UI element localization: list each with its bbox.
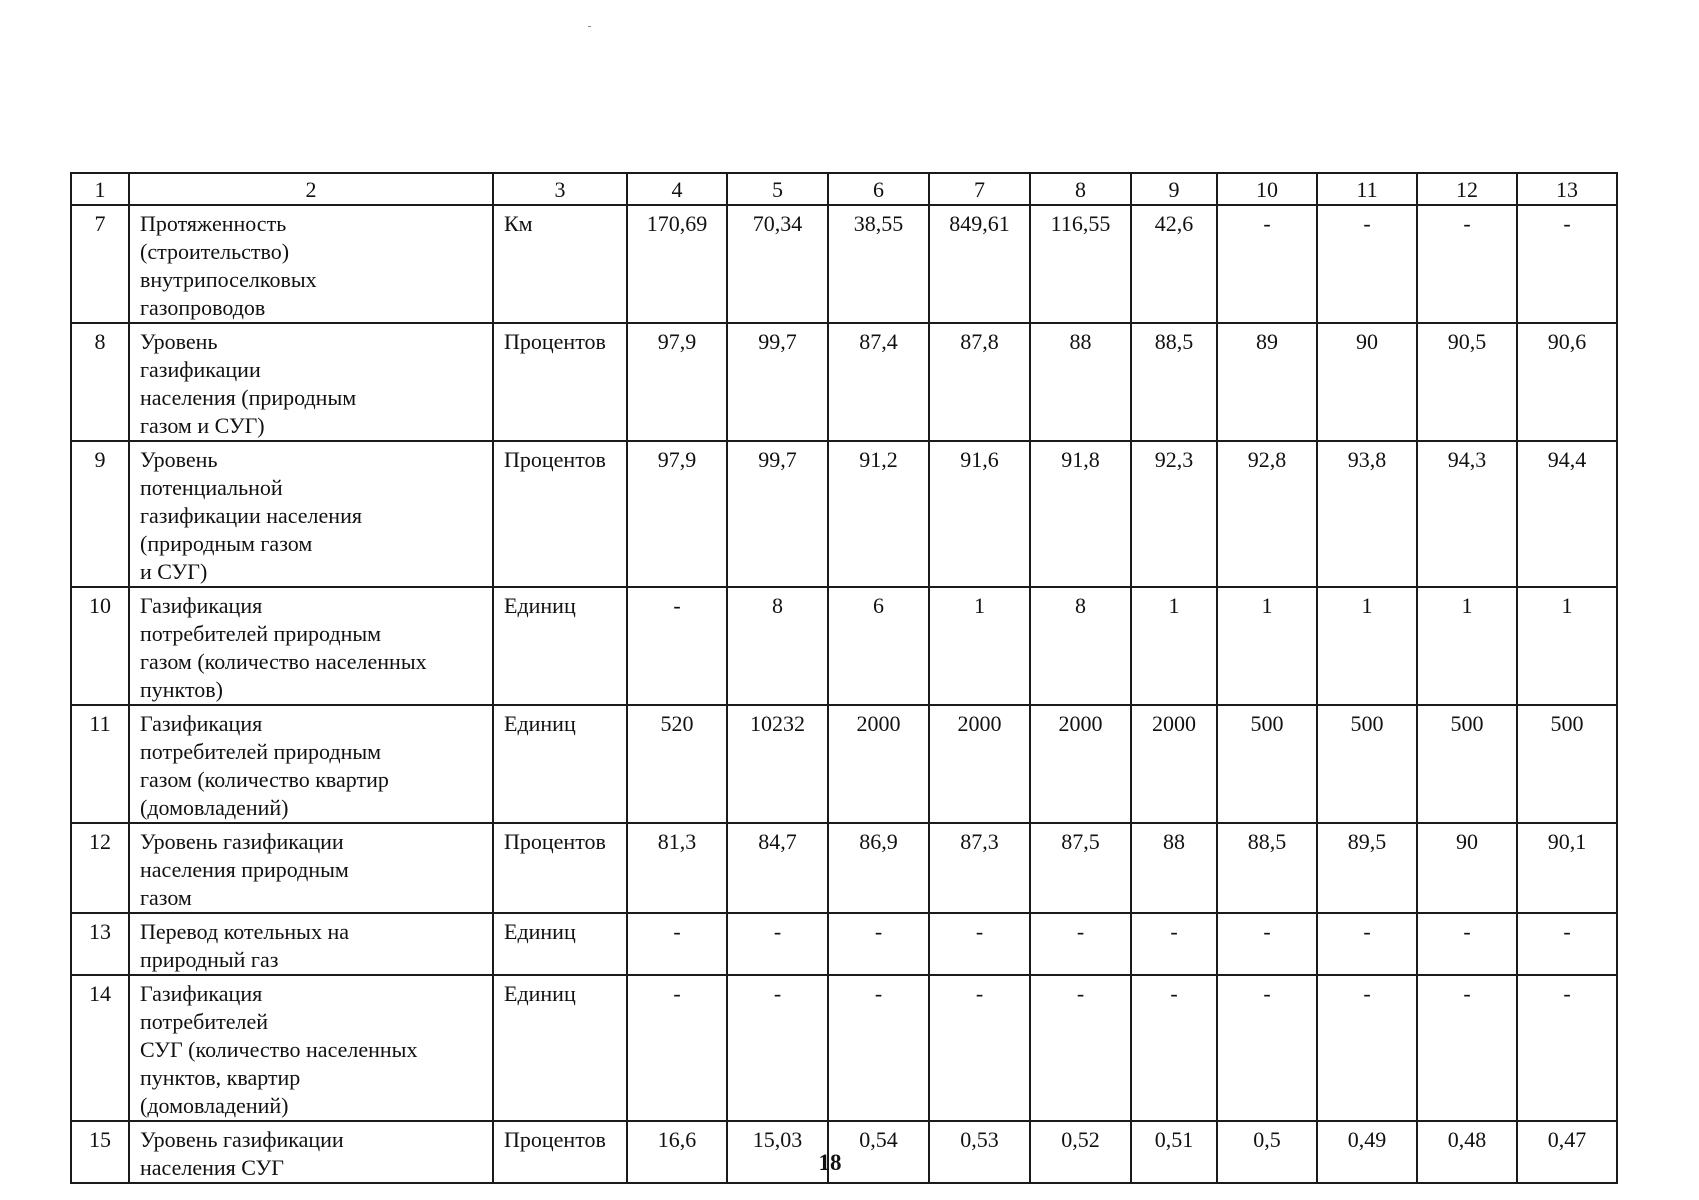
- indicator-name-line: газом и СУГ): [140, 413, 265, 438]
- unit-cell: Единиц: [493, 587, 627, 705]
- row-number-cell: 8: [71, 323, 129, 441]
- indicator-name-line: газом (количество квартир: [140, 767, 389, 792]
- unit-cell: Процентов: [493, 323, 627, 441]
- header-cell: 3: [493, 173, 627, 205]
- value-cell: 87,4: [828, 323, 929, 441]
- indicator-name-line: и СУГ): [140, 559, 208, 584]
- indicator-name-line: газификации населения: [140, 503, 362, 528]
- value-cell: -: [929, 975, 1030, 1121]
- value-cell: -: [1517, 913, 1617, 975]
- value-cell: 2000: [828, 705, 929, 823]
- value-cell: -: [1417, 205, 1517, 323]
- value-cell: -: [929, 913, 1030, 975]
- value-cell: 99,7: [727, 441, 828, 587]
- unit-cell: Км: [493, 205, 627, 323]
- unit-cell: Процентов: [493, 1121, 627, 1183]
- header-row: [71, 173, 1617, 205]
- value-cell: 92,3: [1131, 441, 1217, 587]
- value-cell: 88: [1030, 323, 1131, 441]
- unit-cell: Процентов: [493, 441, 627, 587]
- value-cell: 520: [627, 705, 727, 823]
- row-number-cell: 12: [71, 823, 129, 913]
- value-cell: -: [1517, 975, 1617, 1121]
- indicator-name-line: Протяженность: [140, 211, 287, 236]
- indicator-name-cell: [129, 975, 493, 1121]
- value-cell: 90: [1317, 323, 1417, 441]
- value-cell: -: [1417, 913, 1517, 975]
- value-cell: 70,34: [727, 205, 828, 323]
- value-cell: 15,03: [727, 1121, 828, 1183]
- value-cell: 99,7: [727, 323, 828, 441]
- value-cell: 0,5: [1217, 1121, 1317, 1183]
- unit-cell: Процентов: [493, 823, 627, 913]
- value-cell: 500: [1517, 705, 1617, 823]
- value-cell: 1: [1417, 587, 1517, 705]
- table-row: [71, 913, 1617, 975]
- table-body: [71, 173, 1617, 1183]
- value-cell: 81,3: [627, 823, 727, 913]
- unit-cell: Единиц: [493, 975, 627, 1121]
- value-cell: 500: [1317, 705, 1417, 823]
- unit-cell: Единиц: [493, 913, 627, 975]
- indicator-name-cell: [129, 587, 493, 705]
- scan-speck: [588, 26, 591, 27]
- value-cell: 90,1: [1517, 823, 1617, 913]
- value-cell: 91,8: [1030, 441, 1131, 587]
- value-cell: 90,6: [1517, 323, 1617, 441]
- header-cell: 2: [129, 173, 493, 205]
- value-cell: 1: [1317, 587, 1417, 705]
- indicator-name-cell: [129, 705, 493, 823]
- value-cell: -: [1030, 913, 1131, 975]
- indicator-name-line: Уровень газификации: [140, 829, 344, 854]
- indicator-name-line: газопроводов: [140, 295, 266, 320]
- value-cell: 500: [1217, 705, 1317, 823]
- row-number-cell: 14: [71, 975, 129, 1121]
- value-cell: 93,8: [1317, 441, 1417, 587]
- indicator-name-cell: [129, 823, 493, 913]
- value-cell: -: [627, 975, 727, 1121]
- header-cell: 9: [1131, 173, 1217, 205]
- value-cell: -: [1317, 913, 1417, 975]
- indicator-name-cell: [129, 913, 493, 975]
- row-number-cell: 9: [71, 441, 129, 587]
- table-row: [71, 587, 1617, 705]
- unit-cell: Единиц: [493, 705, 627, 823]
- value-cell: 16,6: [627, 1121, 727, 1183]
- indicator-name-cell: [129, 323, 493, 441]
- value-cell: 94,4: [1517, 441, 1617, 587]
- value-cell: 8: [727, 587, 828, 705]
- value-cell: 87,5: [1030, 823, 1131, 913]
- indicator-name-line: пунктов): [140, 677, 223, 702]
- value-cell: -: [1217, 913, 1317, 975]
- value-cell: 84,7: [727, 823, 828, 913]
- value-cell: 0,51: [1131, 1121, 1217, 1183]
- indicator-name-line: (природным газом: [140, 531, 313, 556]
- value-cell: 2000: [929, 705, 1030, 823]
- value-cell: 116,55: [1030, 205, 1131, 323]
- value-cell: 89,5: [1317, 823, 1417, 913]
- indicator-name-line: Уровень газификации: [140, 1127, 344, 1152]
- value-cell: 86,9: [828, 823, 929, 913]
- table-row: [71, 323, 1617, 441]
- value-cell: -: [627, 913, 727, 975]
- table-row: [71, 705, 1617, 823]
- indicator-name-cell: [129, 205, 493, 323]
- value-cell: 6: [828, 587, 929, 705]
- value-cell: -: [1030, 975, 1131, 1121]
- table-row: [71, 441, 1617, 587]
- indicator-name-line: населения СУГ: [140, 1155, 284, 1180]
- indicator-name-line: потребителей природным: [140, 621, 382, 646]
- value-cell: 94,3: [1417, 441, 1517, 587]
- value-cell: 97,9: [627, 323, 727, 441]
- indicator-name-cell: [129, 441, 493, 587]
- indicator-name-line: потребителей природным: [140, 739, 382, 764]
- value-cell: -: [1317, 205, 1417, 323]
- header-cell: 6: [828, 173, 929, 205]
- value-cell: -: [727, 913, 828, 975]
- header-cell: 8: [1030, 173, 1131, 205]
- header-cell: 12: [1417, 173, 1517, 205]
- indicator-name-line: населения (природным: [140, 385, 357, 410]
- value-cell: 500: [1417, 705, 1517, 823]
- header-cell: 10: [1217, 173, 1317, 205]
- indicator-name-line: (домовладений): [140, 1093, 289, 1118]
- value-cell: 91,6: [929, 441, 1030, 587]
- header-cell: 11: [1317, 173, 1417, 205]
- table-row: [71, 205, 1617, 323]
- value-cell: 1: [929, 587, 1030, 705]
- value-cell: 38,55: [828, 205, 929, 323]
- indicator-name-line: (строительство): [140, 239, 290, 264]
- table-row: [71, 975, 1617, 1121]
- indicator-name-line: населения природным: [140, 857, 349, 882]
- header-cell: 1: [71, 173, 129, 205]
- value-cell: -: [727, 975, 828, 1121]
- value-cell: 1: [1131, 587, 1217, 705]
- indicator-name-line: Газификация: [140, 593, 263, 618]
- value-cell: 0,53: [929, 1121, 1030, 1183]
- value-cell: 87,3: [929, 823, 1030, 913]
- row-number-cell: 15: [71, 1121, 129, 1183]
- row-number-cell: 7: [71, 205, 129, 323]
- indicators-table: [70, 172, 1618, 1184]
- value-cell: -: [828, 913, 929, 975]
- indicator-name-line: потенциальной: [140, 475, 283, 500]
- value-cell: 0,48: [1417, 1121, 1517, 1183]
- header-cell: 13: [1517, 173, 1617, 205]
- value-cell: 97,9: [627, 441, 727, 587]
- indicator-name-line: газом: [140, 885, 192, 910]
- row-number-cell: 10: [71, 587, 129, 705]
- value-cell: 0,49: [1317, 1121, 1417, 1183]
- indicator-name-line: потребителей: [140, 1009, 268, 1034]
- value-cell: 0,52: [1030, 1121, 1131, 1183]
- value-cell: -: [828, 975, 929, 1121]
- value-cell: 92,8: [1217, 441, 1317, 587]
- indicator-name-line: Уровень: [140, 447, 218, 472]
- value-cell: 0,47: [1517, 1121, 1617, 1183]
- indicator-name-line: газом (количество населенных: [140, 649, 427, 674]
- indicator-name-line: Перевод котельных на: [140, 919, 349, 944]
- indicator-name-line: Газификация: [140, 981, 263, 1006]
- value-cell: 90,5: [1417, 323, 1517, 441]
- row-number-cell: 11: [71, 705, 129, 823]
- value-cell: 170,69: [627, 205, 727, 323]
- value-cell: 1: [1517, 587, 1617, 705]
- header-cell: 4: [627, 173, 727, 205]
- indicator-name-line: внутрипоселковых: [140, 267, 317, 292]
- row-number-cell: 13: [71, 913, 129, 975]
- value-cell: -: [1131, 913, 1217, 975]
- indicator-name-line: Газификация: [140, 711, 263, 736]
- value-cell: 88: [1131, 823, 1217, 913]
- value-cell: -: [1131, 975, 1217, 1121]
- value-cell: 10232: [727, 705, 828, 823]
- value-cell: -: [1417, 975, 1517, 1121]
- value-cell: 91,2: [828, 441, 929, 587]
- header-cell: 7: [929, 173, 1030, 205]
- value-cell: -: [1317, 975, 1417, 1121]
- table-row: [71, 823, 1617, 913]
- page-number: 18: [818, 1150, 842, 1175]
- value-cell: -: [1517, 205, 1617, 323]
- header-cell: 5: [727, 173, 828, 205]
- indicator-name-line: газификации: [140, 357, 261, 382]
- value-cell: 1: [1217, 587, 1317, 705]
- value-cell: 89: [1217, 323, 1317, 441]
- value-cell: 849,61: [929, 205, 1030, 323]
- value-cell: 88,5: [1131, 323, 1217, 441]
- value-cell: 0,54: [828, 1121, 929, 1183]
- indicator-name-line: Уровень: [140, 329, 218, 354]
- indicator-name-line: СУГ (количество населенных: [140, 1037, 418, 1062]
- value-cell: 90: [1417, 823, 1517, 913]
- value-cell: -: [1217, 205, 1317, 323]
- indicator-name-line: (домовладений): [140, 795, 289, 820]
- value-cell: 2000: [1131, 705, 1217, 823]
- value-cell: 2000: [1030, 705, 1131, 823]
- value-cell: 88,5: [1217, 823, 1317, 913]
- value-cell: -: [627, 587, 727, 705]
- value-cell: 8: [1030, 587, 1131, 705]
- indicator-name-line: природный газ: [140, 947, 279, 972]
- value-cell: 42,6: [1131, 205, 1217, 323]
- indicator-name-line: пунктов, квартир: [140, 1065, 301, 1090]
- value-cell: -: [1217, 975, 1317, 1121]
- value-cell: 87,8: [929, 323, 1030, 441]
